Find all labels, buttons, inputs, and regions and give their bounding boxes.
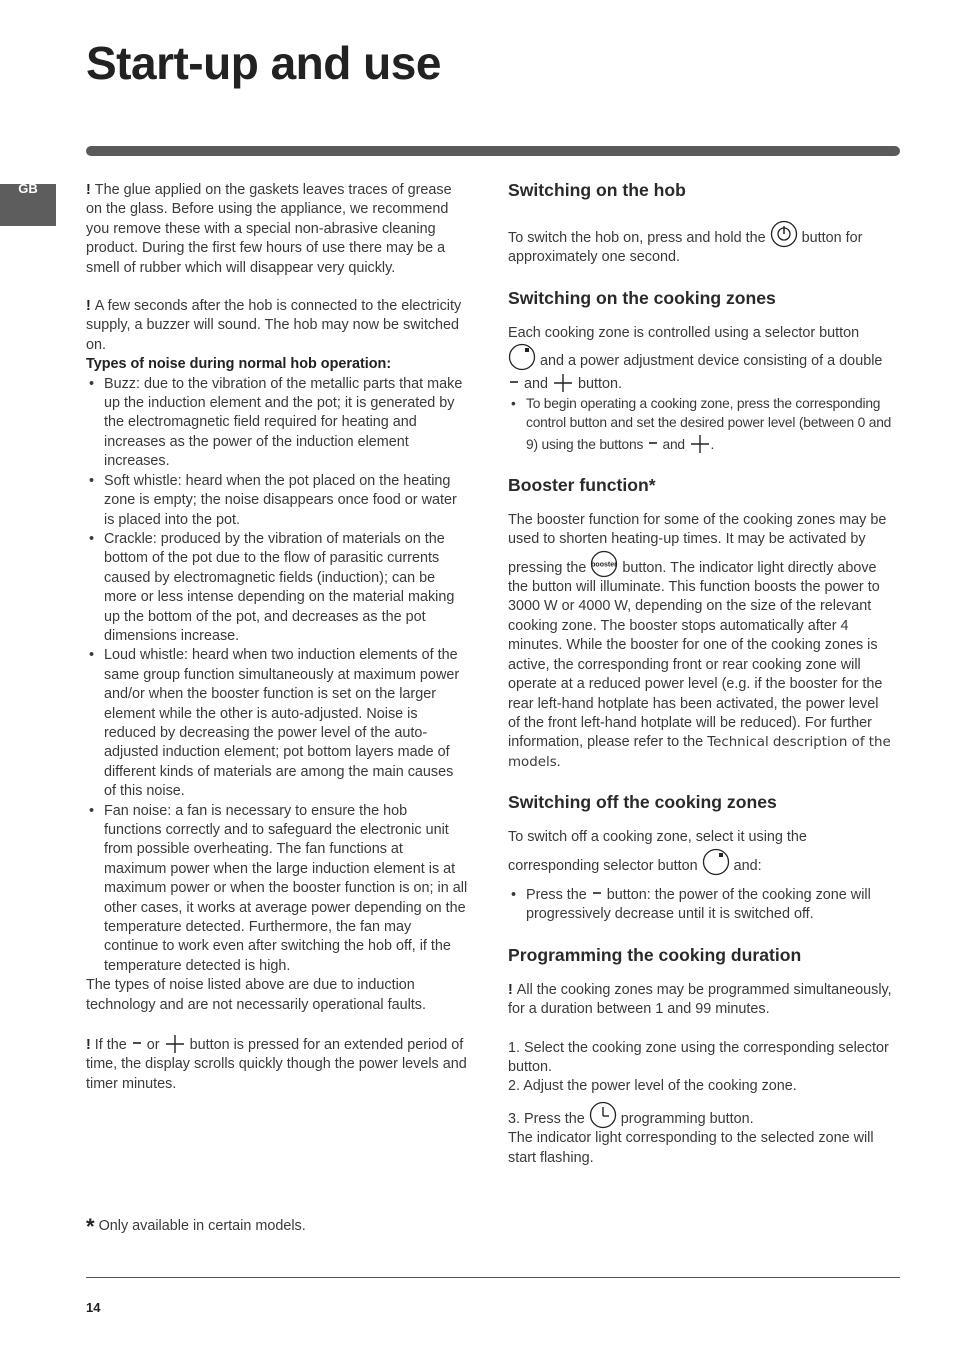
selector-icon (702, 848, 730, 876)
right-column (508, 178, 892, 1168)
switch-off-list (508, 886, 892, 925)
footer-rule (86, 1277, 900, 1278)
language-tab-label: GB (18, 181, 38, 196)
language-tab (0, 181, 56, 226)
cooking-zones-bullet-and: and (662, 436, 685, 452)
section-title-switch-off: Switching off the cooking zones (508, 792, 777, 813)
warning-mark: ! (86, 182, 95, 198)
technical-description-link[interactable]: Technical description of the models (508, 735, 891, 770)
programming-step-1: 1. Select the cooking zone using the corresponding selector button. (508, 1039, 889, 1075)
section-title-programming: Programming the cooking duration (508, 944, 802, 965)
switch-on-hob-text-a: To switch the hob on, press and hold the (508, 230, 766, 246)
list-item: • To begin operating a cooking zone, press the corresponding control button and set the desired power level (between 0 and 9) using the buttons and . (508, 394, 892, 455)
programming-step-2: 2. Adjust the power level of the cooking zone. (508, 1078, 797, 1095)
switch-off-bullet-b: button: the power of the cooking zone will progressively decrease until it is switched off. (526, 886, 871, 923)
booster-text-a: The booster function for some of the cooking zones may be used to shorten heating-up times. It may be activated by pressing the (508, 511, 887, 576)
booster-text-b: button. The indicator light directly above the button will illuminate. This function boosts the power to 3000 W or 4000 W, depending on the size of the relevant cooking zone. The booster stops automatically after 4 minutes. While the booster for one of the cooking zones is active, the corresponding front or rear cooking zone will operate at a reduced power level (e.g. if the booster for the rear left-hand hotplate has been activated, the power level of the front left-hand hotplate will be reduced). For further information, please refer to the (508, 559, 883, 751)
warning-scroll (86, 1033, 468, 1094)
warning-mark: ! (508, 981, 517, 998)
list-item: • Loud whistle: heard when two induction elements of the same group function simultaneously at maximum power and/or when the booster function is set on the larger element while the other is auto-adjusted. Noise is reduced by decreasing the power level of the auto-adjusted induction element; pot bottom layers made of different kinds of materials are among the main causes of this noise. (86, 646, 468, 801)
footnote-text: Only available in certain models. (98, 1218, 306, 1234)
warning-mark: ! (86, 1037, 95, 1054)
footnote (86, 1214, 306, 1240)
switch-on-hob-text-b: button for approximately one second. (508, 230, 863, 266)
section-title-booster: Booster function* (508, 474, 656, 495)
list-item: • Soft whistle: heard when the pot placed on the heating zone is empty; the noise disappears once food or water is placed into the pot. (86, 472, 468, 530)
warning-buzzer (86, 297, 468, 355)
plus-icon (552, 372, 574, 394)
cooking-zones-list (508, 394, 892, 455)
programming-warning (508, 981, 892, 1020)
programming-step-3-b: programming button. (620, 1110, 754, 1127)
cooking-zones-and: and (524, 375, 549, 392)
noise-heading: Types of noise during normal hob operation: (86, 356, 392, 373)
page-title: Start-up and use (86, 37, 441, 89)
noise-summary: The types of noise listed above are due to induction technology and are not necessarily operational faults. (86, 977, 426, 1013)
cooking-zones-text (508, 324, 892, 394)
booster-text: The booster function for some of the cooking zones may be used to shorten heating-up times. It may be activated by pressing the booster button. The indicator light directly above the button will illuminate. This function boosts the power to 3000 W or 4000 W, depending on the size of the relevant cooking zone. The booster stops automatically after 4 minutes. While the booster for one of the cooking zones is active, the corresponding front or rear cooking zone will operate at a reduced power level (e.g. if the booster for the rear left-hand hotplate has been activated, the power level of the front left-hand hotplate will be reduced). For further information, please refer to the Technical description of the models. (508, 511, 891, 770)
warning-mark: ! (86, 298, 95, 315)
cooking-zones-text-c: button. (578, 375, 623, 392)
warning-glue (86, 181, 468, 278)
power-icon (770, 220, 798, 248)
plus-icon (164, 1033, 186, 1055)
booster-icon (590, 550, 618, 578)
section-title-cooking-zones: Switching on the cooking zones (508, 287, 776, 308)
header-rule (86, 146, 900, 156)
left-column (86, 181, 468, 1094)
asterisk: * (86, 1214, 95, 1239)
programming-step-3 (508, 1101, 892, 1129)
warning-buzzer-text: A few seconds after the hob is connected to the electricity supply, a buzzer will sound. The hob may now be switched on. (86, 298, 462, 353)
switch-off-text (508, 828, 892, 876)
programming-end: The indicator light corresponding to the selected zone will start flashing. (508, 1130, 874, 1166)
page-number: 14 (86, 1300, 101, 1315)
clock-icon (589, 1101, 617, 1129)
warning-scroll-or: or (146, 1037, 160, 1054)
plus-icon (689, 433, 711, 455)
minus-icon (647, 439, 659, 453)
list-item (508, 886, 892, 925)
warning-scroll-text-b: button is pressed for an extended period of time, the display scrolls quickly though the power levels and timer minutes. (86, 1037, 467, 1092)
switch-off-text-b: and: (733, 857, 762, 874)
minus-icon (591, 889, 603, 903)
cooking-zones-bullet-text: To begin operating a cooking zone, press the corresponding control button and set the desired power level (between 0 and 9) using the buttons (526, 396, 892, 452)
cooking-zones-text-b: and a power adjustment device consisting of a double (540, 353, 883, 370)
cooking-zones-text-a: Each cooking zone is controlled using a selector button (508, 324, 860, 341)
section-title-switch-on-hob: Switching on the hob (508, 180, 686, 200)
programming-step-3-a: 3. Press the (508, 1110, 585, 1127)
switch-off-bullet-a: Press the (526, 886, 587, 903)
list-item: • Crackle: produced by the vibration of materials on the bottom of the pot due to the flow of parasitic currents caused by electromagnetic fields (induction); can be more or less intense depending on the material making up the bottom of the pot, and decreases as the pot dimensions increase. (86, 530, 468, 646)
programming-warning-text: All the cooking zones may be programmed simultaneously, for a duration between 1 and 99 minutes. (508, 981, 892, 1018)
booster-icon-label: booster (591, 561, 618, 569)
selector-icon (508, 343, 536, 371)
minus-icon (131, 1039, 143, 1053)
warning-glue-text: The glue applied on the gaskets leaves traces of grease on the glass. Before using the appliance, we recommend you remove these with a special non-abrasive cleaning product. During the first few hours of use there may be a smell of rubber which will disappear very quickly. (86, 182, 452, 276)
switch-on-hob-text (508, 220, 892, 268)
list-item: • Buzz: due to the vibration of the metallic parts that make up the induction element and the pot; it is generated by the electromagnetic field required for heating and increases as the power of the induction element increases. (86, 375, 468, 472)
minus-icon (508, 378, 520, 392)
noise-list (86, 375, 468, 977)
warning-scroll-text-a: If the (94, 1037, 127, 1054)
switch-off-text-a: To switch off a cooking zone, select it using the corresponding selector button (508, 829, 807, 874)
list-item: • Fan noise: a fan is necessary to ensure the hob functions correctly and to safeguard the electronic unit from possible overheating. The fan functions at maximum power when the large induction element is at maximum power or when the booster function is on; in all other cases, it works at average power depending on the temperature detected. Furthermore, the fan may continue to work even after switching the hob off, if the temperature detected is high. (86, 802, 468, 977)
